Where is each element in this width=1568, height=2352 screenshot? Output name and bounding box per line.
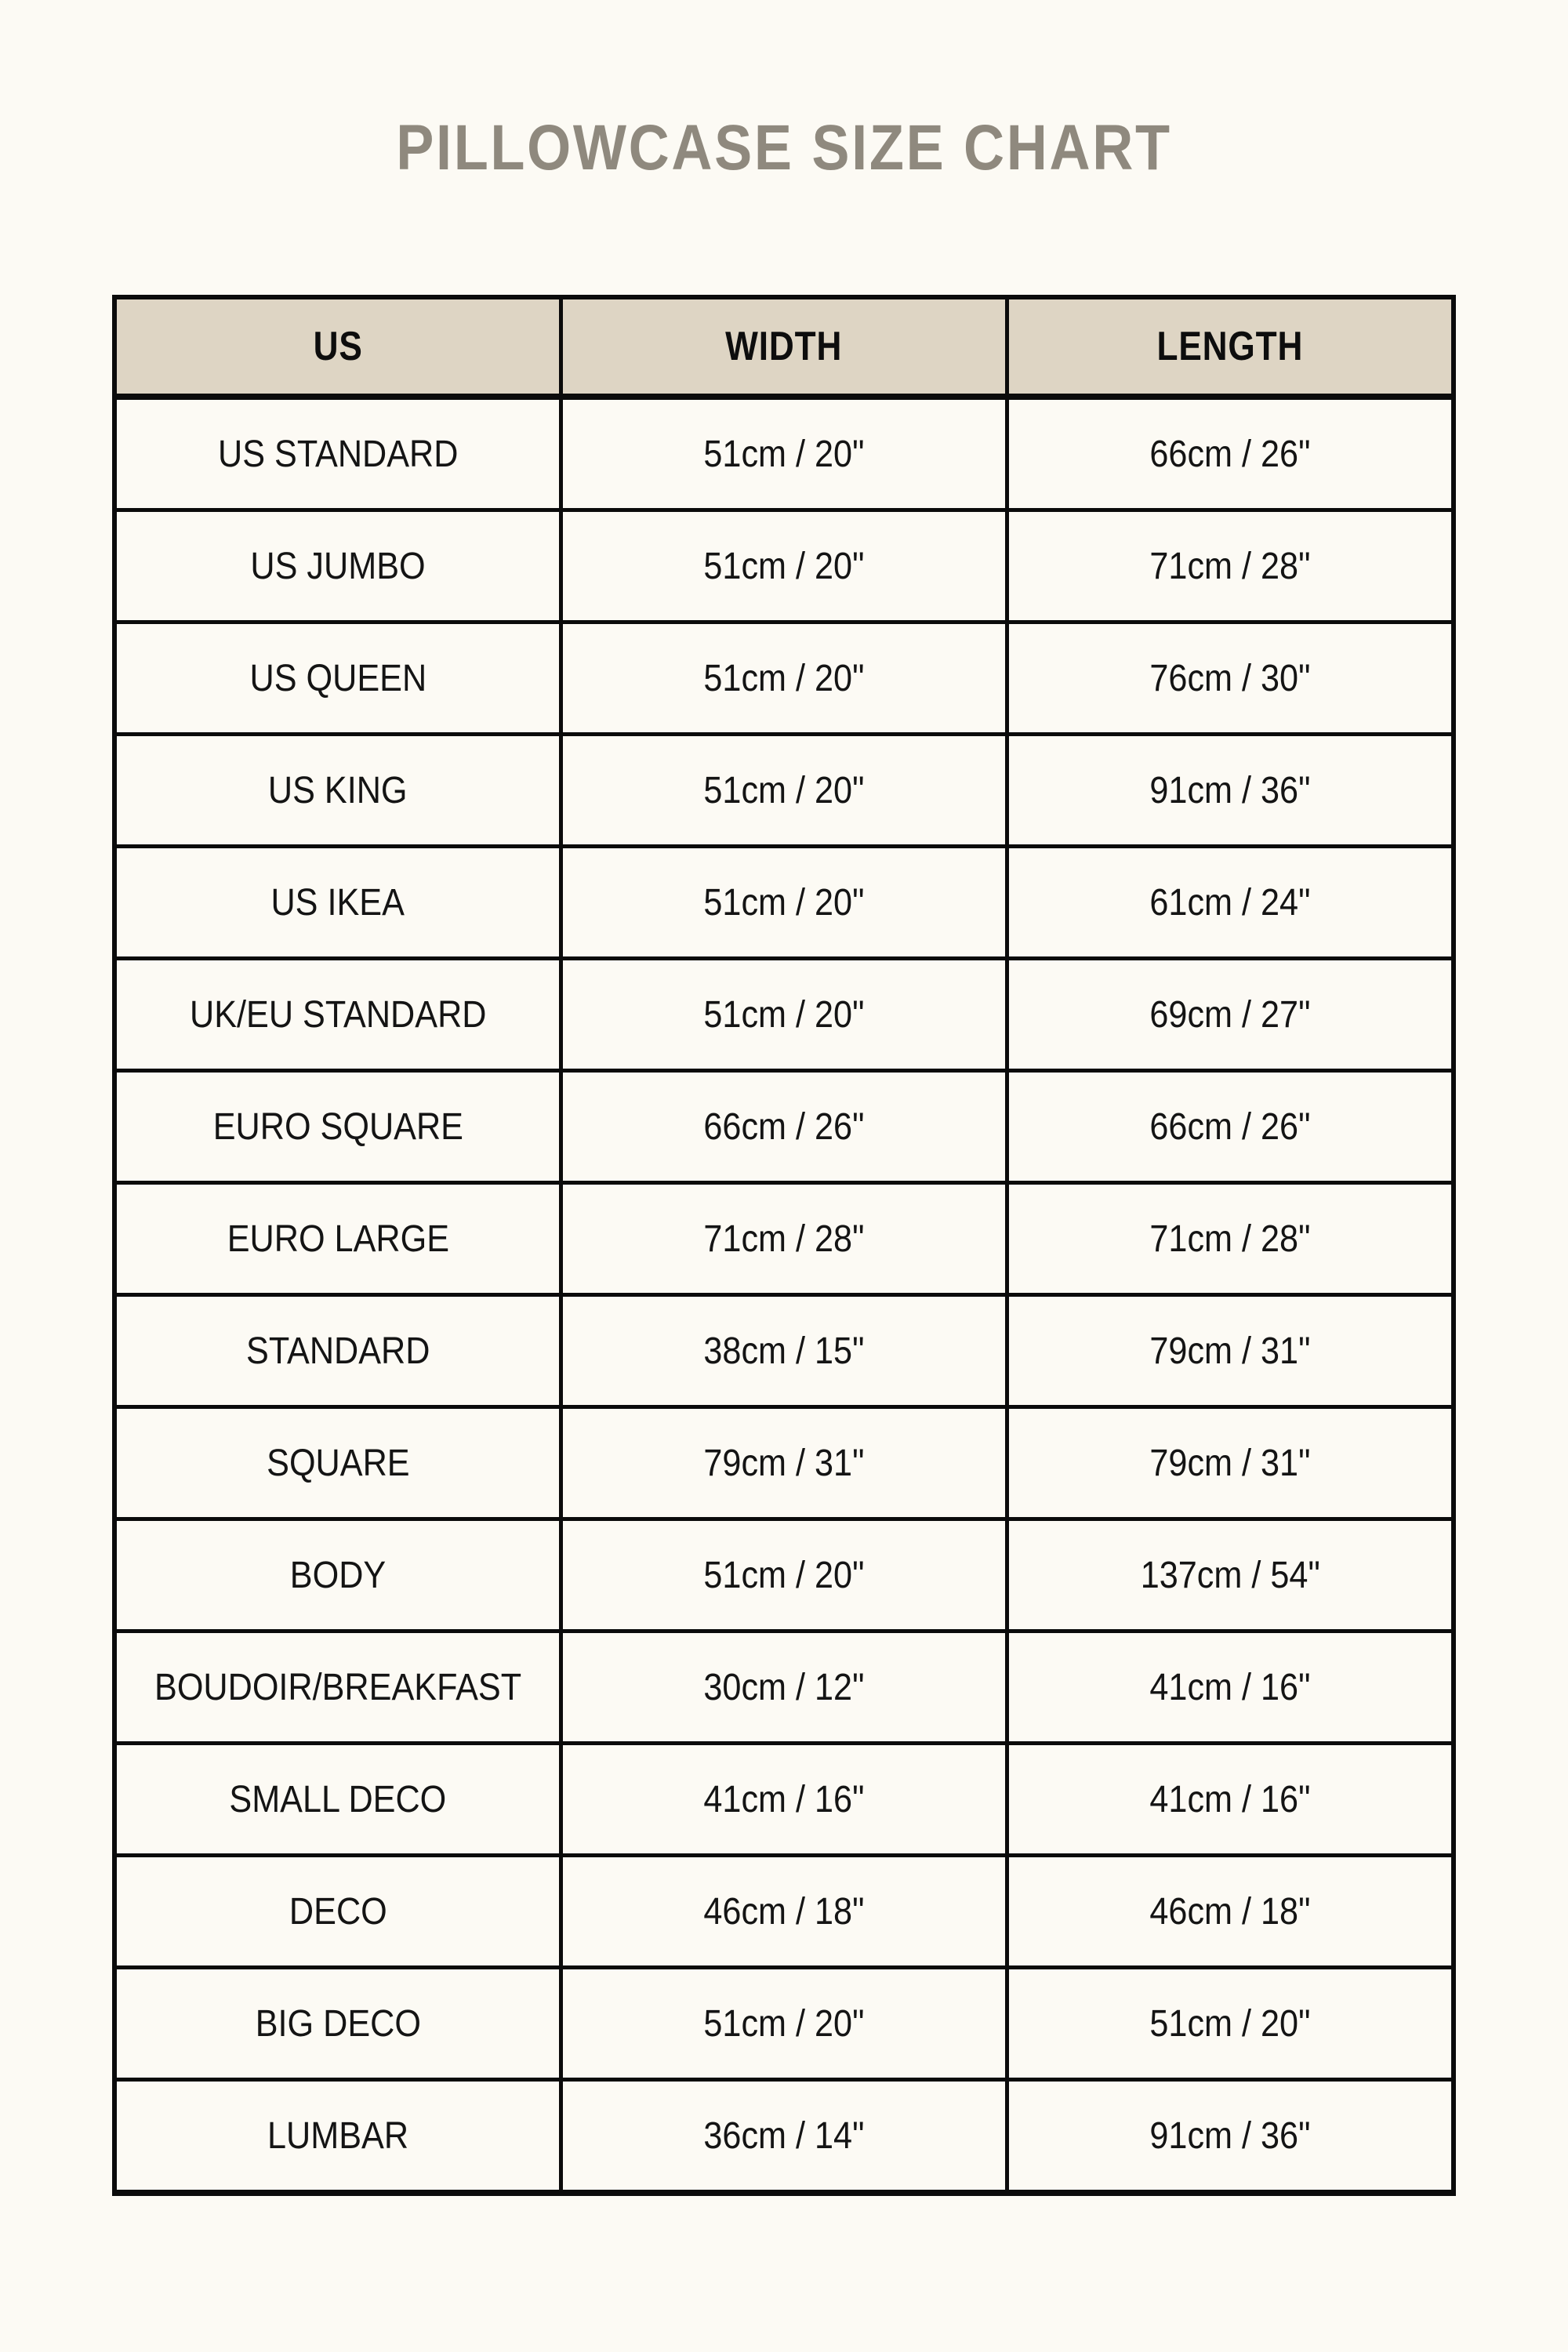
width-value-text: 79cm / 31": [703, 1442, 865, 1484]
length-value-text: 137cm / 54": [1140, 1554, 1320, 1596]
length-value-text: 41cm / 16": [1149, 1778, 1311, 1820]
width-cell: [561, 735, 1007, 847]
width-value-text: 51cm / 20": [703, 881, 865, 924]
width-cell: [561, 1519, 1007, 1632]
size-name-cell: [114, 735, 561, 847]
width-value-text: 38cm / 15": [703, 1330, 865, 1372]
table-row: [114, 1632, 1454, 1744]
size-name-cell: [114, 2080, 561, 2194]
width-value-text: 41cm / 16": [703, 1778, 865, 1820]
length-value-text: 51cm / 20": [1149, 2002, 1311, 2045]
size-name-text: SQUARE: [266, 1442, 410, 1484]
size-name-cell: [114, 1856, 561, 1968]
length-cell: [1007, 735, 1454, 847]
width-value-text: 46cm / 18": [703, 1890, 865, 1933]
width-value-text: 30cm / 12": [703, 1666, 865, 1708]
header-label-length: LENGTH: [1156, 324, 1304, 369]
length-value-text: 66cm / 26": [1149, 433, 1311, 475]
size-name-cell: [114, 1632, 561, 1744]
length-value-text: 41cm / 16": [1149, 1666, 1311, 1708]
width-cell: [561, 847, 1007, 959]
table-row: [114, 1071, 1454, 1183]
size-chart-table: [112, 295, 1456, 2196]
size-name-cell: [114, 1183, 561, 1295]
width-cell: [561, 1407, 1007, 1519]
size-name-text: DECO: [289, 1890, 387, 1933]
header-cell-length: [1007, 297, 1454, 397]
length-value-text: 46cm / 18": [1149, 1890, 1311, 1933]
table-header: [114, 297, 1454, 397]
table-row: [114, 622, 1454, 735]
width-cell: [561, 1856, 1007, 1968]
size-name-cell: [114, 1295, 561, 1407]
size-name-cell: [114, 397, 561, 510]
header-row: [114, 297, 1454, 397]
width-value-text: 51cm / 20": [703, 769, 865, 811]
table-row: [114, 1295, 1454, 1407]
table-row: [114, 1407, 1454, 1519]
length-value-text: 61cm / 24": [1149, 881, 1311, 924]
width-cell: [561, 2080, 1007, 2194]
length-cell: [1007, 1632, 1454, 1744]
length-value-text: 66cm / 26": [1149, 1105, 1311, 1148]
table-row: [114, 1744, 1454, 1856]
width-cell: [561, 622, 1007, 735]
length-value-text: 91cm / 36": [1149, 2114, 1311, 2157]
width-cell: [561, 397, 1007, 510]
width-value-text: 36cm / 14": [703, 2114, 865, 2157]
length-value-text: 71cm / 28": [1149, 545, 1311, 587]
size-name-text: US QUEEN: [249, 657, 426, 699]
width-value-text: 51cm / 20": [703, 2002, 865, 2045]
size-name-cell: [114, 1968, 561, 2080]
length-cell: [1007, 1071, 1454, 1183]
length-cell: [1007, 1183, 1454, 1295]
length-cell: [1007, 959, 1454, 1071]
length-cell: [1007, 622, 1454, 735]
length-cell: [1007, 1744, 1454, 1856]
table-body: [114, 397, 1454, 2193]
length-value-text: 79cm / 31": [1149, 1442, 1311, 1484]
length-cell: [1007, 1856, 1454, 1968]
table-row: [114, 1183, 1454, 1295]
table-row: [114, 959, 1454, 1071]
length-value-text: 71cm / 28": [1149, 1218, 1311, 1260]
width-value-text: 66cm / 26": [703, 1105, 865, 1148]
width-cell: [561, 959, 1007, 1071]
length-cell: [1007, 1407, 1454, 1519]
table-row: [114, 735, 1454, 847]
size-name-text: US IKEA: [270, 881, 405, 924]
size-name-text: LUMBAR: [267, 2114, 408, 2157]
page-title: PILLOWCASE SIZE CHART: [396, 112, 1172, 183]
length-cell: [1007, 510, 1454, 622]
table-row: [114, 2080, 1454, 2194]
length-cell: [1007, 397, 1454, 510]
length-cell: [1007, 1968, 1454, 2080]
width-value-text: 51cm / 20": [703, 993, 865, 1036]
size-name-text: EURO SQUARE: [212, 1105, 463, 1148]
table-row: [114, 1856, 1454, 1968]
size-name-text: STANDARD: [245, 1330, 430, 1372]
size-name-cell: [114, 1071, 561, 1183]
length-cell: [1007, 1295, 1454, 1407]
size-name-text: SMALL DECO: [229, 1778, 447, 1820]
size-name-cell: [114, 1519, 561, 1632]
size-name-text: EURO LARGE: [227, 1218, 449, 1260]
length-value-text: 91cm / 36": [1149, 769, 1311, 811]
size-name-cell: [114, 1407, 561, 1519]
length-cell: [1007, 847, 1454, 959]
width-value-text: 51cm / 20": [703, 1554, 865, 1596]
size-name-text: US KING: [268, 769, 408, 811]
size-name-text: UK/EU STANDARD: [189, 993, 487, 1036]
header-label-us: US: [313, 324, 363, 369]
length-cell: [1007, 2080, 1454, 2194]
width-cell: [561, 1295, 1007, 1407]
width-value-text: 51cm / 20": [703, 657, 865, 699]
width-value-text: 51cm / 20": [703, 433, 865, 475]
size-name-text: BIG DECO: [255, 2002, 421, 2045]
header-cell-width: [561, 297, 1007, 397]
header-cell-us: [114, 297, 561, 397]
size-name-text: US JUMBO: [250, 545, 426, 587]
length-value-text: 76cm / 30": [1149, 657, 1311, 699]
table-row: [114, 847, 1454, 959]
length-value-text: 69cm / 27": [1149, 993, 1311, 1036]
size-name-cell: [114, 959, 561, 1071]
width-cell: [561, 1968, 1007, 2080]
size-name-text: BOUDOIR/BREAKFAST: [154, 1666, 521, 1708]
width-value-text: 51cm / 20": [703, 545, 865, 587]
length-value-text: 79cm / 31": [1149, 1330, 1311, 1372]
table-row: [114, 397, 1454, 510]
width-cell: [561, 1632, 1007, 1744]
size-name-cell: [114, 847, 561, 959]
header-label-width: WIDTH: [725, 324, 843, 369]
size-name-cell: [114, 622, 561, 735]
size-name-text: BODY: [289, 1554, 387, 1596]
length-cell: [1007, 1519, 1454, 1632]
table-row: [114, 1968, 1454, 2080]
width-cell: [561, 1071, 1007, 1183]
width-cell: [561, 1183, 1007, 1295]
width-value-text: 71cm / 28": [703, 1218, 865, 1260]
size-name-cell: [114, 1744, 561, 1856]
width-cell: [561, 1744, 1007, 1856]
width-cell: [561, 510, 1007, 622]
size-name-cell: [114, 510, 561, 622]
size-name-text: US STANDARD: [217, 433, 459, 475]
table-row: [114, 510, 1454, 622]
table-row: [114, 1519, 1454, 1632]
